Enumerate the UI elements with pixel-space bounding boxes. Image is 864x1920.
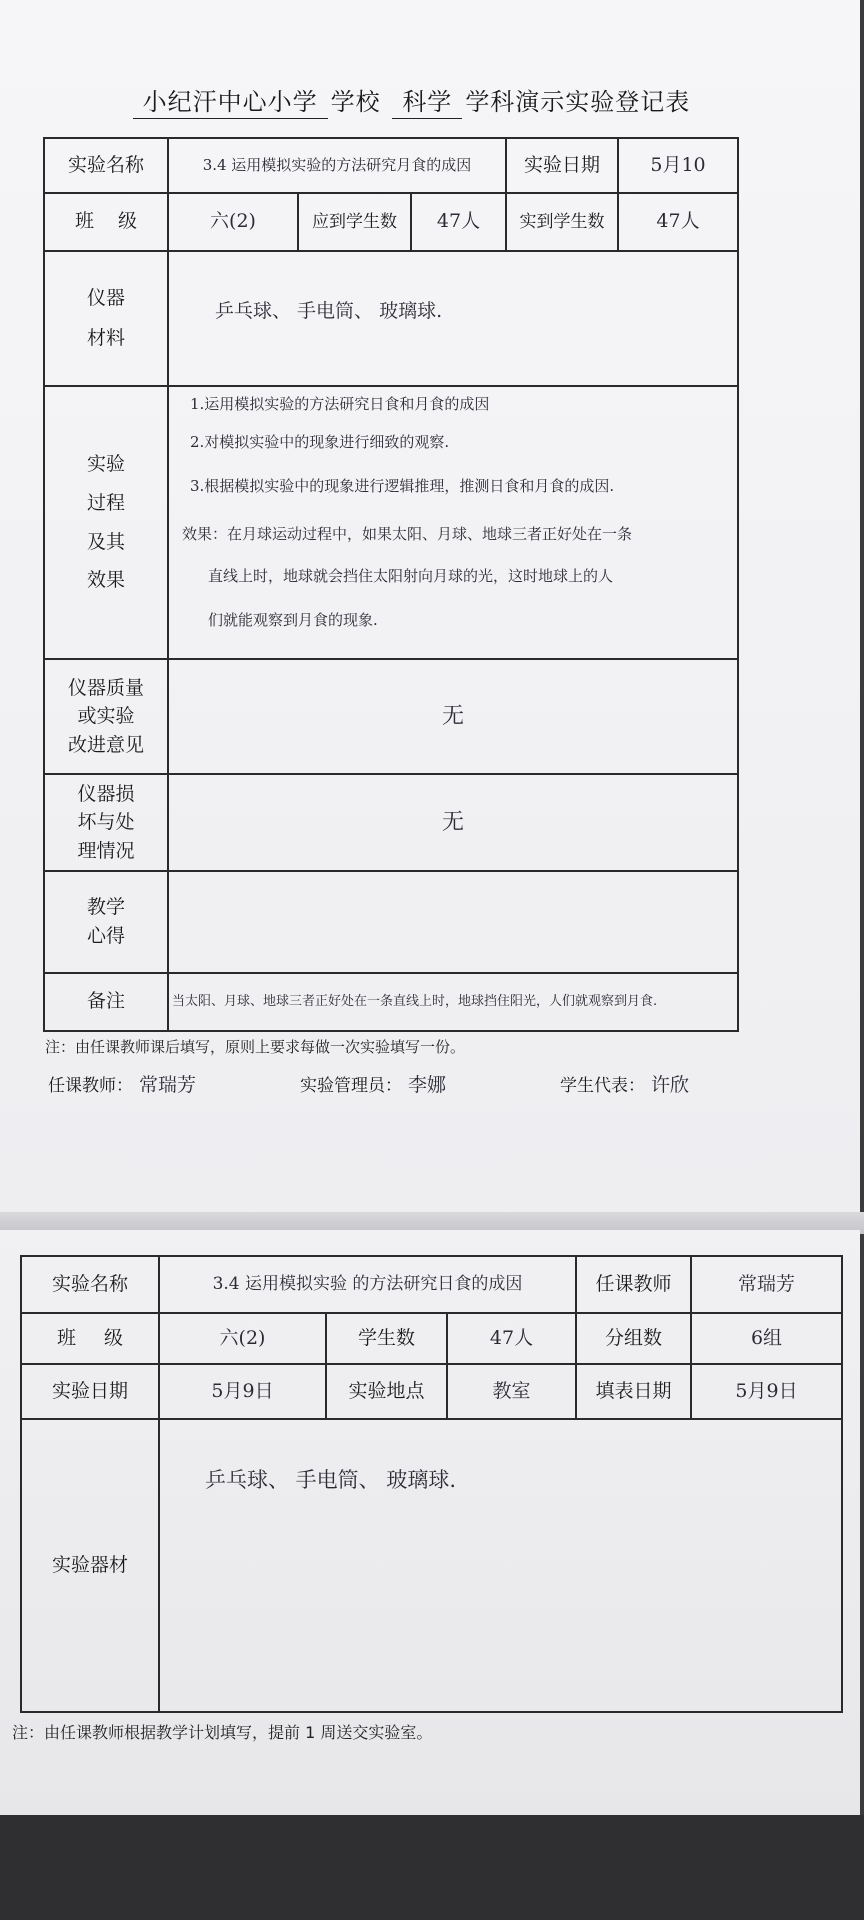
f2-label-teacher: 任课教师: [595, 1272, 672, 1295]
teacher-signature: 常瑞芳: [139, 1074, 197, 1096]
manager-signature: 李娜: [408, 1074, 447, 1096]
f2-value-teacher: 常瑞芳: [737, 1272, 795, 1295]
title-subject: 科学: [392, 82, 462, 119]
f2-label-students: 学生数: [357, 1326, 415, 1349]
f2-label-groups: 分组数: [604, 1326, 662, 1349]
label-actual: 实到学生数: [519, 211, 605, 232]
signature-manager: [300, 1070, 446, 1097]
value-exp-date: 5月10: [650, 153, 706, 176]
process-line: 效果：在月球运动过程中，如果太阳、月球、地球三者正好处在一条: [182, 525, 633, 543]
label-process: 实验 过程 及其 效果: [86, 452, 125, 592]
value-process: [182, 393, 730, 639]
label-reflection: 教学 心得: [86, 895, 125, 947]
value-reflection: [169, 872, 737, 972]
f2-value-exp-date: 5月9日: [211, 1379, 274, 1402]
title-subject-suffix: 学科演示实验登记表: [465, 88, 691, 116]
f2-label-materials: 实验器材: [51, 1553, 128, 1576]
value-quality: 无: [441, 703, 464, 729]
student-signature: 许欣: [651, 1074, 690, 1096]
label-materials: 仪器 材料: [86, 286, 125, 349]
value-materials: 乒乓球、 手电筒、 玻璃球.: [215, 300, 443, 323]
value-exp-name: 3.4 运用模拟实验的方法研究月食的成因: [202, 155, 472, 174]
process-line: 3.根据模拟实验中的现象进行逻辑推理，推测日食和月食的成因.: [190, 477, 615, 495]
value-class: 六(2): [210, 210, 256, 233]
student-label: 学生代表：: [560, 1076, 645, 1096]
title-school: 小纪汗中心小学: [133, 82, 328, 119]
f2-value-class: 六(2): [219, 1326, 266, 1349]
teacher-label: 任课教师：: [48, 1076, 133, 1096]
value-remark: 当太阳、月球、地球三者正好处在一条直线上时，地球挡住阳光，人们就观察到月食.: [172, 993, 658, 1009]
f2-label-exp-date: 实验日期: [51, 1379, 128, 1402]
table-surface: [0, 1815, 864, 1920]
f2-label-class: 班 级: [56, 1326, 124, 1349]
value-actual: 47人: [656, 210, 700, 233]
f2-value-place: 教室: [492, 1379, 531, 1402]
f2-value-exp-name: 3.4 运用模拟实验 的方法研究日食的成因: [212, 1274, 523, 1295]
label-damage: 仪器损 坏与处 理情况: [77, 782, 135, 862]
process-line: 1.运用模拟实验的方法研究日食和月食的成因: [190, 395, 490, 413]
label-class: 班 级: [74, 210, 138, 233]
f2-label-place: 实验地点: [348, 1379, 425, 1402]
signature-teacher: [48, 1070, 196, 1097]
title-school-suffix: 学校: [330, 88, 381, 116]
f2-value-groups: 6组: [750, 1326, 783, 1349]
label-expected: 应到学生数: [312, 211, 397, 232]
value-damage: 无: [441, 809, 464, 835]
f2-value-materials: 乒乓球、 手电筒、 玻璃球.: [205, 1467, 457, 1492]
f2-label-exp-name: 实验名称: [51, 1272, 128, 1295]
manager-label: 实验管理员：: [300, 1076, 402, 1096]
label-exp-date: 实验日期: [523, 153, 600, 176]
signature-student: [560, 1070, 689, 1097]
process-line: 2.对模拟实验中的现象进行细致的观察.: [190, 433, 450, 451]
f2-value-fill-date: 5月9日: [735, 1379, 798, 1402]
process-line: 们就能观察到月食的现象.: [208, 611, 378, 629]
value-expected: 47人: [436, 210, 481, 233]
form2-note: 注：由任课教师根据教学计划填写，提前 1 周送交实验室。: [12, 1723, 433, 1742]
label-exp-name: 实验名称: [67, 153, 144, 176]
form1-title: [0, 82, 820, 119]
label-quality: 仪器质量 或实验 改进意见: [67, 676, 144, 756]
f2-label-fill-date: 填表日期: [595, 1379, 672, 1402]
f2-value-students: 47人: [489, 1326, 534, 1349]
form1-note: 注：由任课教师课后填写，原则上要求每做一次实验填写一份。: [45, 1038, 466, 1056]
label-remark: 备注: [86, 990, 125, 1013]
process-line: 直线上时，地球就会挡住太阳射向月球的光，这时地球上的人: [208, 567, 614, 585]
